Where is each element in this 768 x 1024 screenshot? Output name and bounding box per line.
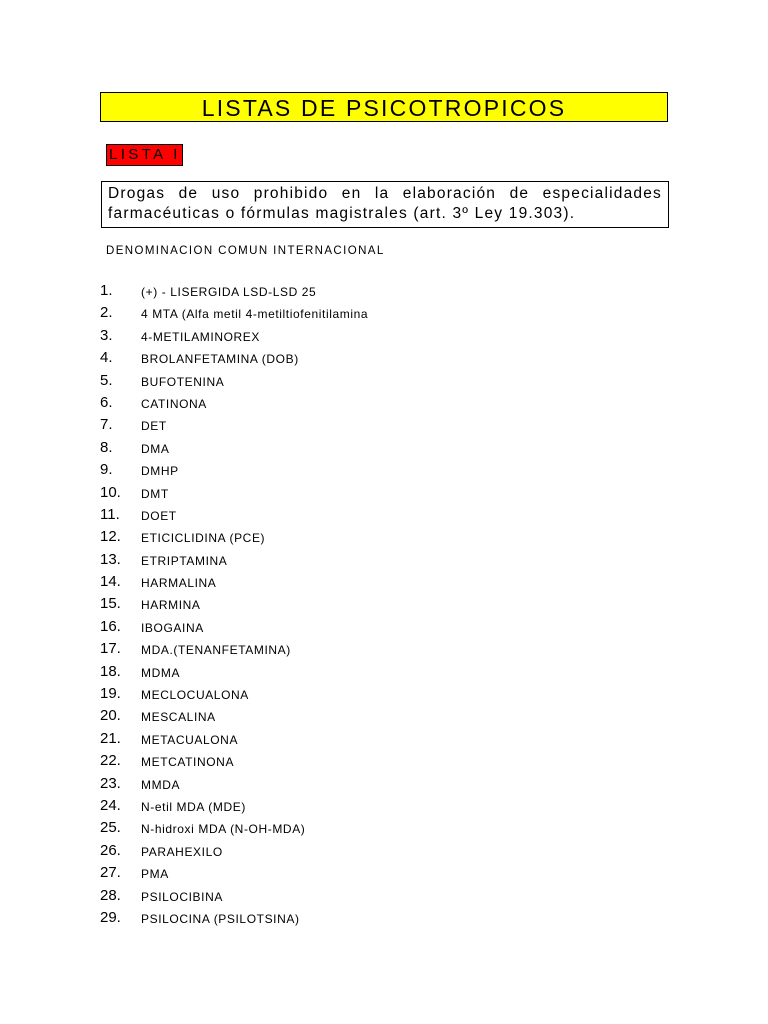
list-item-number: 6. [100,393,113,411]
list-item-name: METCATINONA [141,755,235,770]
list-item-number: 15. [100,595,121,613]
list-item-name: MESCALINA [141,710,216,725]
list-item [0,281,600,303]
list-item [0,594,600,616]
list-item-number: 22. [100,752,121,770]
list-item-number: 21. [100,729,121,747]
list-item-number: 20. [100,707,121,725]
list-item-name: PMA [141,867,169,882]
list-item-number: 19. [100,685,121,703]
list-item [0,908,600,930]
list-item-number: 27. [100,864,121,882]
list-item-name: CATINONA [141,396,207,411]
list-item-number: 26. [100,841,121,859]
list-item-name: BROLANFETAMINA (DOB) [141,352,299,367]
list-item-number: 7. [100,416,113,434]
list-item [0,886,600,908]
list-item-name: IBOGAINA [141,620,204,635]
list-item-number: 4. [100,349,113,367]
list-item-number: 1. [100,282,113,299]
list-item [0,662,600,684]
list-item [0,303,600,325]
list-item-name: N-hidroxi MDA (N-OH-MDA) [141,822,306,837]
list-item-number: 8. [100,438,113,456]
list-item-name: PSILOCINA (PSILOTSINA) [141,911,300,926]
list-item-name: DMT [141,486,169,501]
list-item [0,639,600,661]
list-label-badge: LISTA I [106,144,183,166]
list-item-name: ETRIPTAMINA [141,553,228,568]
list-item-number: 11. [100,505,120,523]
list-item-name: MMDA [141,777,181,792]
list-item-name: BUFOTENINA [141,374,225,389]
description-line-1: Drogas de uso prohibido en la elaboración de especialidades [108,185,662,202]
column-heading: DENOMINACION COMUN INTERNACIONAL [106,245,385,257]
list-item-name: MDA.(TENANFETAMINA) [141,643,291,658]
list-item-name: MECLOCUALONA [141,688,249,703]
list-item-name: N-etil MDA (MDE) [141,799,246,814]
list-item [0,415,600,437]
list-item-number: 23. [100,774,121,792]
list-item-number: 24. [100,796,121,814]
list-item-number: 5. [100,371,113,389]
list-item [0,729,600,751]
list-item [0,348,600,370]
list-item [0,684,600,706]
list-item [0,774,600,796]
list-item-number: 14. [100,573,121,591]
list-item [0,572,600,594]
list-item-number: 18. [100,662,121,680]
list-item [0,371,600,393]
list-item-name: METACUALONA [141,732,239,747]
list-item-number: 13. [100,550,121,568]
list-item [0,460,600,482]
list-item-name: MDMA [141,665,181,680]
list-item-number: 12. [100,528,121,546]
list-item-number: 16. [100,617,121,635]
list-item-number: 10. [100,483,121,501]
list-item [0,393,600,415]
list-item-number: 3. [100,326,113,344]
list-item-name: DMA [141,441,170,456]
description-line-2: farmacéuticas o fórmulas magistrales (art. 3º Ley 19.303). [108,205,576,222]
list-item [0,706,600,728]
list-item [0,796,600,818]
list-item-number: 17. [100,640,121,658]
list-item [0,841,600,863]
list-item-number: 2. [100,304,113,322]
list-item [0,617,600,639]
list-item-name: DOET [141,508,177,523]
page-title: LISTAS DE PSICOTROPICOS [100,92,668,122]
list-item [0,483,600,505]
list-item-name: HARMALINA [141,576,217,591]
list-item-number: 28. [100,886,121,904]
list-item-name: HARMINA [141,598,201,613]
list-item-name: ETICICLIDINA (PCE) [141,531,266,546]
list-item [0,550,600,572]
list-item-name: (+) - LISERGIDA LSD-LSD 25 [141,285,317,299]
list-item [0,751,600,773]
list-item-name: PSILOCIBINA [141,889,223,904]
list-item-name: 4 MTA (Alfa metil 4-metiltiofenitilamina [141,307,369,322]
list-item [0,527,600,549]
list-item-name: DMHP [141,464,179,479]
list-item-name: PARAHEXILO [141,844,223,859]
list-item-name: 4-METILAMINOREX [141,329,261,344]
drug-list [0,281,600,930]
list-item [0,863,600,885]
list-item [0,326,600,348]
list-item [0,505,600,527]
description-box [101,181,669,228]
list-item-name: DET [141,419,167,434]
list-item-number: 25. [100,819,121,837]
list-item [0,438,600,460]
list-item [0,818,600,840]
list-item-number: 29. [100,908,121,926]
list-item-number: 9. [100,461,113,479]
